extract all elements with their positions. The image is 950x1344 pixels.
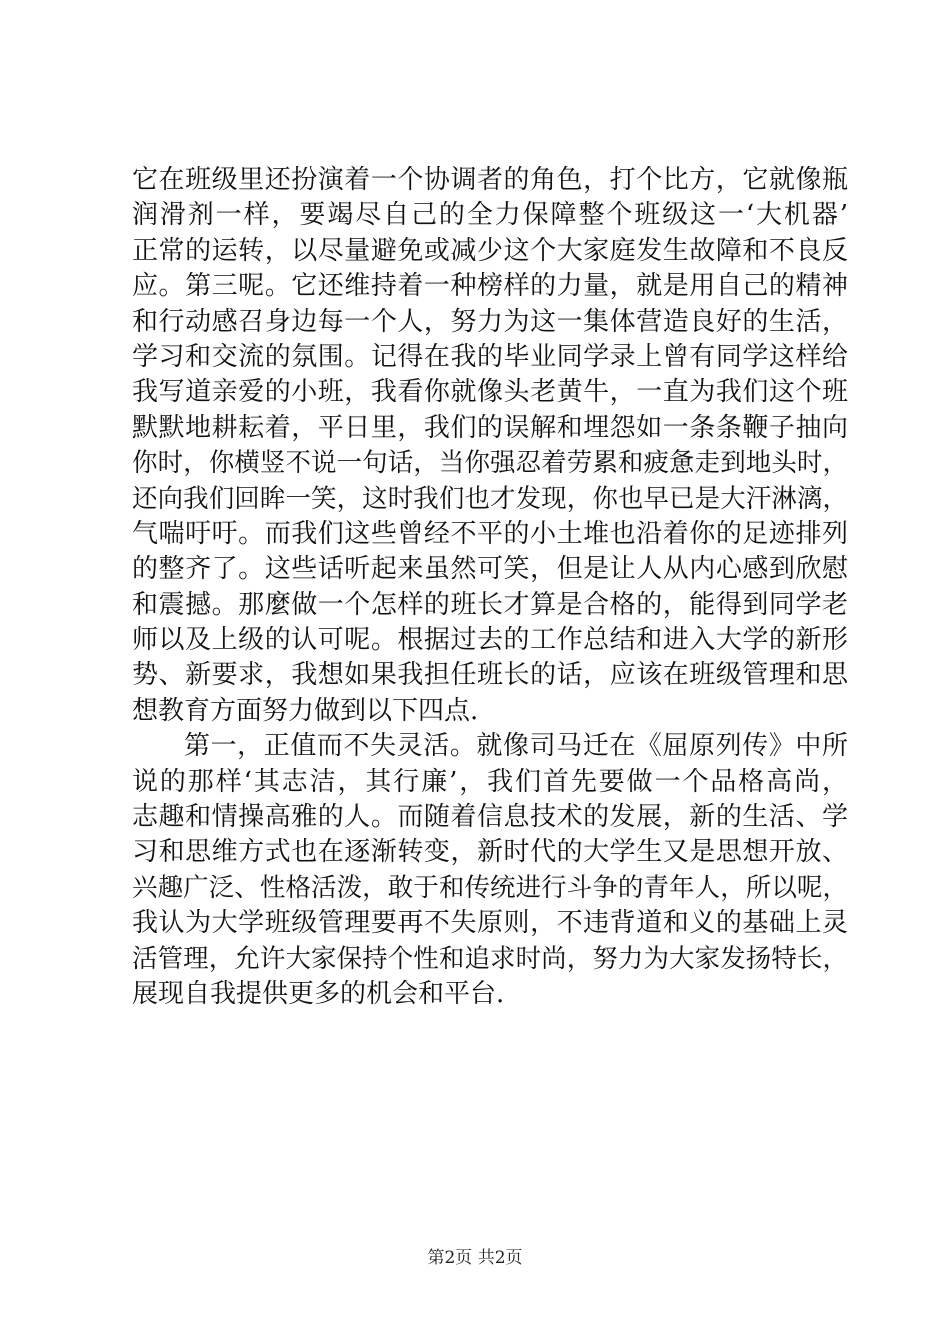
text-line: 兴趣广泛、性格活泼，敢于和传统进行斗争的青年人，所以呢， <box>132 872 848 903</box>
text-line: 应。第三呢。它还维持着一种榜样的力量，就是用自己的精神 <box>132 271 848 302</box>
text-line: 的整齐了。这些话听起来虽然可笑，但是让人从内心感到欣慰 <box>132 554 848 585</box>
text-line: 和行动感召身边每一个人，努力为这一集体营造良好的生活， <box>132 306 848 337</box>
text-line: 师以及上级的认可呢。根据过去的工作总结和进入大学的新形 <box>132 625 848 656</box>
text-line: 气喘吁吁。而我们这些曾经不平的小土堆也沿着你的足迹排列 <box>132 518 848 549</box>
text-line: 说的那样‘其志洁，其行廉’，我们首先要做一个品格高尚， <box>132 766 848 797</box>
text-line: 你时，你横竖不说一句话，当你强忍着劳累和疲惫走到地头时， <box>132 448 848 479</box>
text-line: 第一，正值而不失灵活。就像司马迁在《屈原列传》中所 <box>184 731 848 762</box>
text-line: 和震撼。那麼做一个怎样的班长才算是合格的，能得到同学老 <box>132 589 848 620</box>
paragraph <box>132 163 848 729</box>
text-line: 想教育方面努力做到以下四点. <box>132 695 479 726</box>
text-line: 势、新要求，我想如果我担任班长的话，应该在班级管理和思 <box>132 660 848 691</box>
text-line: 它在班级里还扮演着一个协调者的角色，打个比方，它就像瓶 <box>132 165 848 195</box>
text-line: 我写道亲爱的小班，我看你就像头老黄牛，一直为我们这个班 <box>132 377 848 408</box>
text-line: 习和思维方式也在逐渐转变，新时代的大学生又是思想开放、 <box>132 837 848 868</box>
text-line: 润滑剂一样，要竭尽自己的全力保障整个班级这一‘大机器’ <box>132 200 848 231</box>
text-line: 展现自我提供更多的机会和平台. <box>132 978 505 1009</box>
text-line: 我认为大学班级管理要再不失原则，不违背道和义的基础上灵 <box>132 908 848 939</box>
text-line: 还向我们回眸一笑，这时我们也才发现，你也早已是大汗淋漓， <box>132 483 848 514</box>
text-line: 志趣和情操高雅的人。而随着信息技术的发展，新的生活、学 <box>132 802 848 833</box>
text-line: 学习和交流的氛围。记得在我的毕业同学录上曾有同学这样给 <box>132 341 848 372</box>
text-line: 正常的运转，以尽量避免或减少这个大家庭发生故障和不良反 <box>132 235 848 266</box>
text-line: 默默地耕耘着，平日里，我们的误解和埋怨如一条条鞭子抽向 <box>132 412 848 443</box>
page-number-footer: 第2页 共2页 <box>427 1248 523 1268</box>
document-body <box>132 163 848 1012</box>
paragraph <box>132 729 848 1012</box>
text-line: 活管理，允许大家保持个性和追求时尚，努力为大家发扬特长， <box>132 943 848 974</box>
